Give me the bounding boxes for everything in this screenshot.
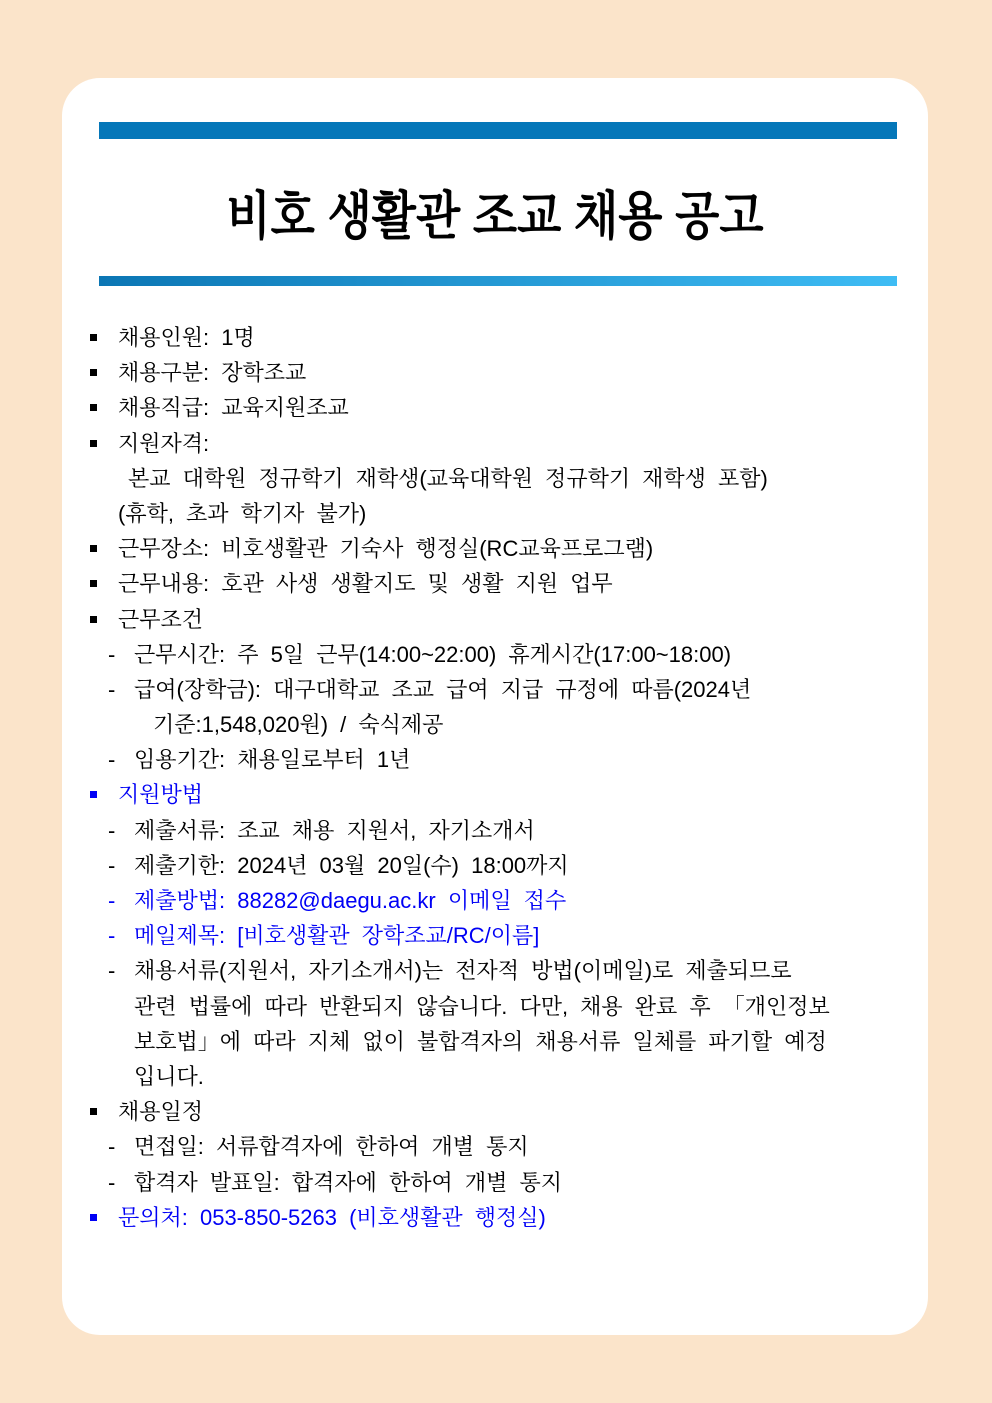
bullet-square-icon <box>90 1108 97 1115</box>
line-text: 본교 대학원 정규학기 재학생(교육대학원 정규학기 재학생 포함) <box>128 465 768 491</box>
page-title: 비호 생활관 조교 채용 공고 <box>226 188 764 246</box>
list-subitem <box>62 461 928 496</box>
list-subitem <box>62 1059 928 1094</box>
line-text: 채용구분: 장학조교 <box>118 360 307 386</box>
dash-marker: - <box>108 923 116 949</box>
line-text: 관련 법률에 따라 반환되지 않습니다. 다만, 채용 완료 후 「개인정보 <box>134 993 830 1019</box>
line-text: 합격자 발표일: 합격자에 한하여 개별 통지 <box>134 1169 562 1195</box>
line-text: 채용직급: 교육지원조교 <box>118 395 349 421</box>
list-item <box>62 531 928 566</box>
line-text: 제출서류: 조교 채용 지원서, 자기소개서 <box>134 817 535 843</box>
list-subitem <box>62 989 928 1024</box>
line-text: 제출방법: 88282@daegu.ac.kr 이메일 접수 <box>134 888 567 913</box>
bullet-square-icon <box>90 369 97 376</box>
line-text: 지원방법 <box>118 782 204 808</box>
notice-card <box>62 78 928 1335</box>
line-text: 면접일: 서류합격자에 한하여 개별 통지 <box>134 1134 529 1160</box>
list-subitem <box>62 637 928 672</box>
bottom-accent-bar <box>99 276 897 286</box>
line-text: 기준:1,548,020원) / 숙식제공 <box>153 712 444 738</box>
dash-marker: - <box>108 1169 116 1195</box>
line-text: 입니다. <box>134 1063 204 1089</box>
list-item <box>62 1094 928 1129</box>
list-item <box>62 777 928 812</box>
bullet-square-icon <box>90 545 97 552</box>
dash-marker: - <box>108 676 116 702</box>
list-item <box>62 602 928 637</box>
top-accent-bar <box>99 122 897 139</box>
line-text: 채용일정 <box>118 1099 204 1125</box>
list-item <box>62 426 928 461</box>
dash-marker: - <box>108 641 116 667</box>
line-text: 메일제목: [비호생활관 장학조교/RC/이름] <box>134 923 540 949</box>
list-subitem <box>62 953 928 988</box>
line-text: 문의처: 053-850-5263 (비호생활관 행정실) <box>118 1204 546 1230</box>
line-text: 제출기한: 2024년 03월 20일(수) 18:00까지 <box>134 852 569 878</box>
list-subitem <box>62 1024 928 1059</box>
list-item <box>62 566 928 601</box>
list-subitem <box>62 918 928 953</box>
list-item <box>62 1200 928 1235</box>
line-text: 근무시간: 주 5일 근무(14:00~22:00) 휴게시간(17:00~18:00) <box>134 641 732 667</box>
dash-marker: - <box>108 1134 116 1160</box>
bullet-square-icon <box>90 334 97 341</box>
notice-list <box>62 320 928 1235</box>
list-subitem <box>62 742 928 777</box>
list-subitem <box>62 883 928 918</box>
line-text: 근무내용: 호관 사생 생활지도 및 생활 지원 업무 <box>118 571 613 597</box>
bullet-square-icon <box>90 580 97 587</box>
line-text: 근무조건 <box>118 606 204 632</box>
dash-marker: - <box>108 958 116 984</box>
list-subitem <box>62 1129 928 1164</box>
list-subitem <box>62 813 928 848</box>
list-subitem <box>62 672 928 707</box>
bullet-square-icon <box>90 1214 97 1221</box>
list-subitem <box>62 707 928 742</box>
dash-marker: - <box>108 852 116 878</box>
line-text: 지원자격: <box>118 430 210 456</box>
line-text: 채용인원: 1명 <box>118 325 255 350</box>
dash-marker: - <box>108 888 116 913</box>
line-text: (휴학, 초과 학기자 불가) <box>118 500 367 526</box>
bullet-square-icon <box>90 440 97 447</box>
dash-marker: - <box>108 817 116 843</box>
line-text: 임용기간: 채용일로부터 1년 <box>134 747 411 773</box>
list-item <box>62 355 928 390</box>
bullet-square-icon <box>90 404 97 411</box>
line-text: 근무장소: 비호생활관 기숙사 행정실(RC교육프로그램) <box>118 536 654 562</box>
dash-marker: - <box>108 747 116 773</box>
list-subitem <box>62 496 928 531</box>
list-subitem <box>62 1165 928 1200</box>
list-item <box>62 320 928 355</box>
line-text: 채용서류(지원서, 자기소개서)는 전자적 방법(이메일)로 제출되므로 <box>134 958 792 984</box>
list-subitem <box>62 848 928 883</box>
bullet-square-icon <box>90 791 97 798</box>
list-item <box>62 390 928 425</box>
bullet-square-icon <box>90 616 97 623</box>
line-text: 급여(장학금): 대구대학교 조교 급여 지급 규정에 따름(2024년 <box>134 676 752 702</box>
line-text: 보호법」에 따라 지체 없이 불합격자의 채용서류 일체를 파기할 예정 <box>134 1028 827 1054</box>
